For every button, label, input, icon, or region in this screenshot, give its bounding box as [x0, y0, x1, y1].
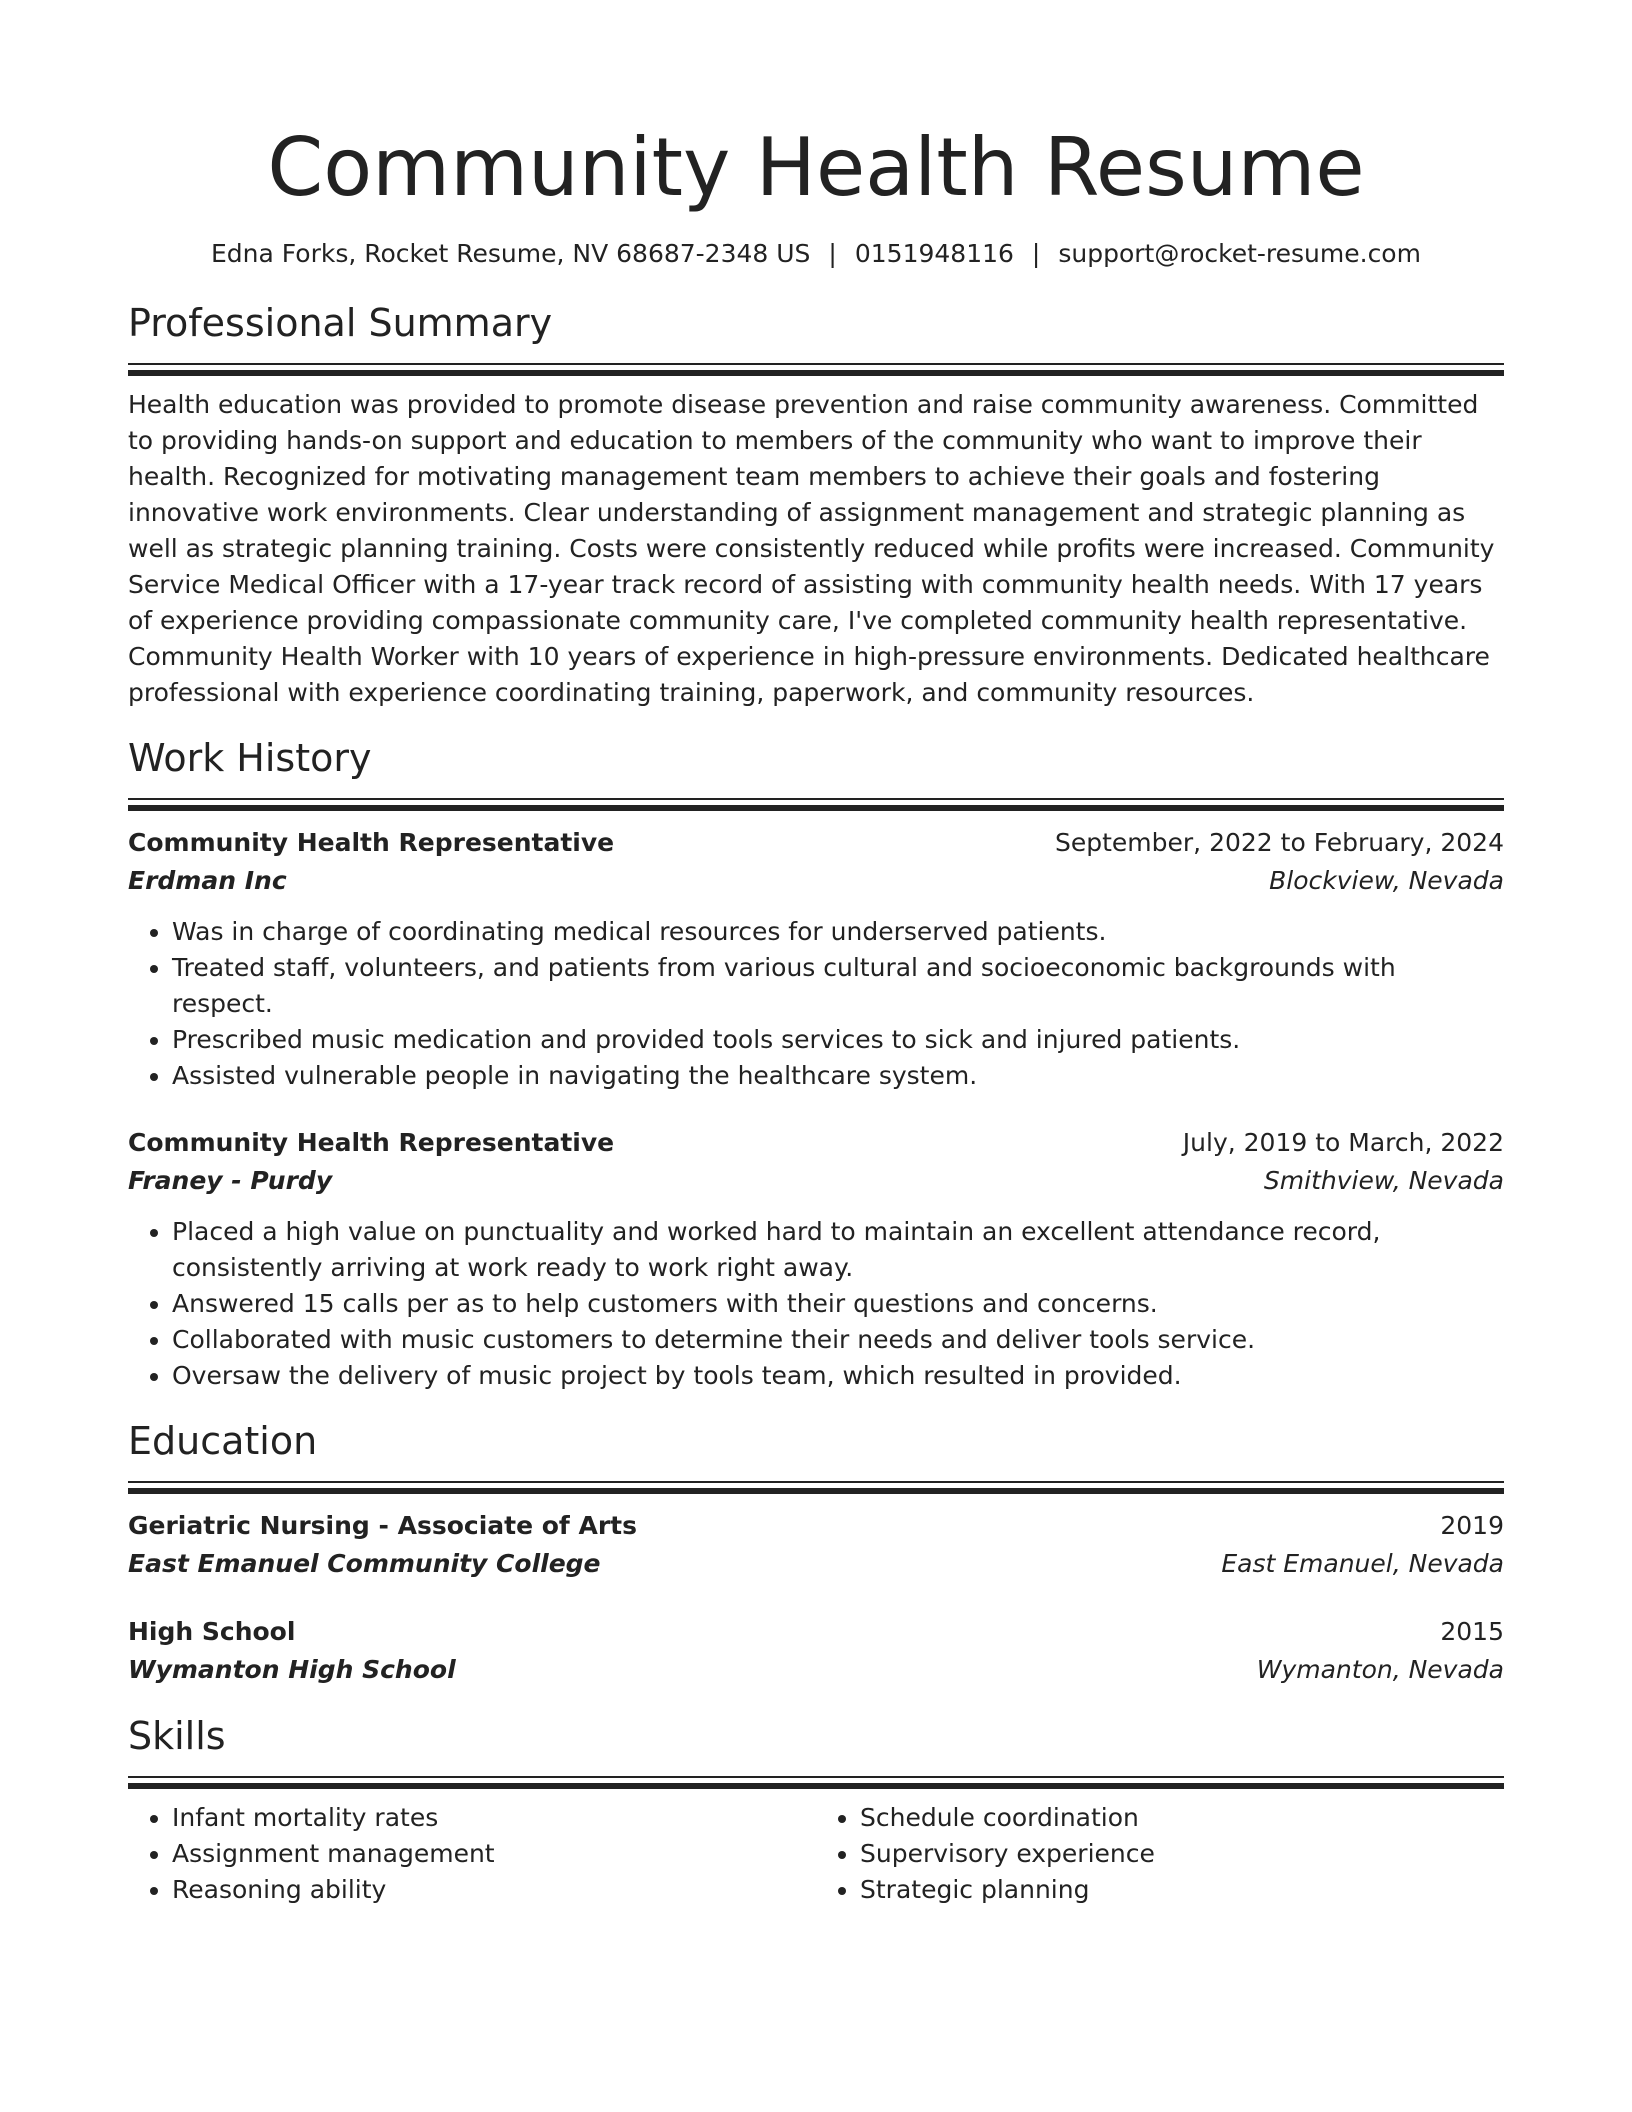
list-item: • Strategic planning — [860, 1872, 1504, 1908]
job-entry — [128, 1124, 1504, 1394]
education-year: 2015 — [1440, 1617, 1504, 1646]
summary-text: Health education was provided to promote disease prevention and raise community awareness. Committed to providing hands-on support and education to members of the community who want to improve their health. Recognized for motivating management team members to achieve their goals and fostering innovative work environments. Clear understanding of assignment management and strategic planning as well as strategic planning training. Costs were consistently reduced while profits were increased. Community Service Medical Officer with a 17-year track record of assisting with community health needs. With 17 years of experience providing compassionate community care, I've completed community health representative. Community Health Worker with 10 years of experience in high-pressure environments. Dedicated healthcare professional with experience coordinating training, paperwork, and community resources. — [128, 390, 1495, 707]
job-dates: September, 2022 to February, 2024 — [1055, 828, 1504, 857]
skills-list-left — [128, 1800, 816, 1908]
section-divider — [128, 1481, 1504, 1495]
job-title: Community Health Representative — [128, 828, 615, 857]
education-location: East Emanuel, Nevada — [1221, 1549, 1504, 1578]
job-company: Erdman Inc — [128, 866, 287, 895]
list-item: • Schedule coordination — [860, 1800, 1504, 1836]
contact-separator: | — [1031, 239, 1041, 268]
education-location: Wymanton, Nevada — [1256, 1655, 1504, 1684]
skills-columns — [128, 1800, 1504, 1908]
list-item: • Assignment management — [172, 1836, 816, 1872]
education-year: 2019 — [1440, 1511, 1504, 1540]
summary-section — [128, 298, 1504, 711]
education-degree: Geriatric Nursing - Associate of Arts — [128, 1511, 638, 1540]
contact-address: Edna Forks, Rocket Resume, NV 68687-2348 US — [211, 239, 811, 268]
skills-list-right — [816, 1800, 1504, 1908]
job-company: Franey - Purdy — [128, 1166, 333, 1195]
contact-email: support@rocket-resume.com — [1058, 239, 1421, 268]
list-item: • Reasoning ability — [172, 1872, 816, 1908]
list-item: • Was in charge of coordinating medical resources for underserved patients. — [172, 914, 1504, 950]
job-bullets — [128, 1214, 1504, 1394]
skills-heading: Skills — [128, 1714, 226, 1758]
education-heading: Education — [128, 1419, 318, 1463]
education-entry — [128, 1613, 1504, 1689]
section-divider — [128, 798, 1504, 812]
job-entry — [128, 824, 1504, 1094]
education-degree: High School — [128, 1617, 296, 1646]
section-divider — [128, 363, 1504, 377]
education-entry — [128, 1507, 1504, 1583]
work-history-heading: Work History — [128, 736, 372, 780]
job-bullets — [128, 914, 1504, 1094]
job-location: Smithview, Nevada — [1263, 1166, 1504, 1195]
education-school: Wymanton High School — [128, 1655, 456, 1684]
work-history-section — [128, 733, 1504, 1394]
resume-title: Community Health Resume — [267, 121, 1365, 214]
skills-section — [128, 1711, 1504, 1908]
section-divider — [128, 1776, 1504, 1790]
contact-line — [128, 236, 1504, 272]
list-item: • Oversaw the delivery of music project by tools team, which resulted in provided. — [172, 1358, 1504, 1394]
job-title: Community Health Representative — [128, 1128, 615, 1157]
contact-separator: | — [828, 239, 837, 268]
list-item: • Assisted vulnerable people in navigating the healthcare system. — [172, 1058, 1504, 1094]
list-item: • Infant mortality rates — [172, 1800, 816, 1836]
education-school: East Emanuel Community College — [128, 1549, 601, 1578]
list-item: • Supervisory experience — [860, 1836, 1504, 1872]
job-dates: July, 2019 to March, 2022 — [1182, 1128, 1504, 1157]
list-item: • Answered 15 calls per as to help customers with their questions and concerns. — [172, 1286, 1504, 1322]
list-item: • Collaborated with music customers to determine their needs and deliver tools service. — [172, 1322, 1504, 1358]
list-item: • Treated staff, volunteers, and patients from various cultural and socioeconomic backgrounds with respect. — [172, 950, 1504, 1022]
job-location: Blockview, Nevada — [1269, 866, 1504, 895]
list-item: • Placed a high value on punctuality and worked hard to maintain an excellent attendance record, consistently arriving at work ready to work right away. — [172, 1214, 1504, 1286]
contact-phone: 0151948116 — [854, 239, 1014, 268]
summary-heading: Professional Summary — [128, 301, 553, 345]
list-item: • Prescribed music medication and provided tools services to sick and injured patients. — [172, 1022, 1504, 1058]
education-section — [128, 1416, 1504, 1689]
